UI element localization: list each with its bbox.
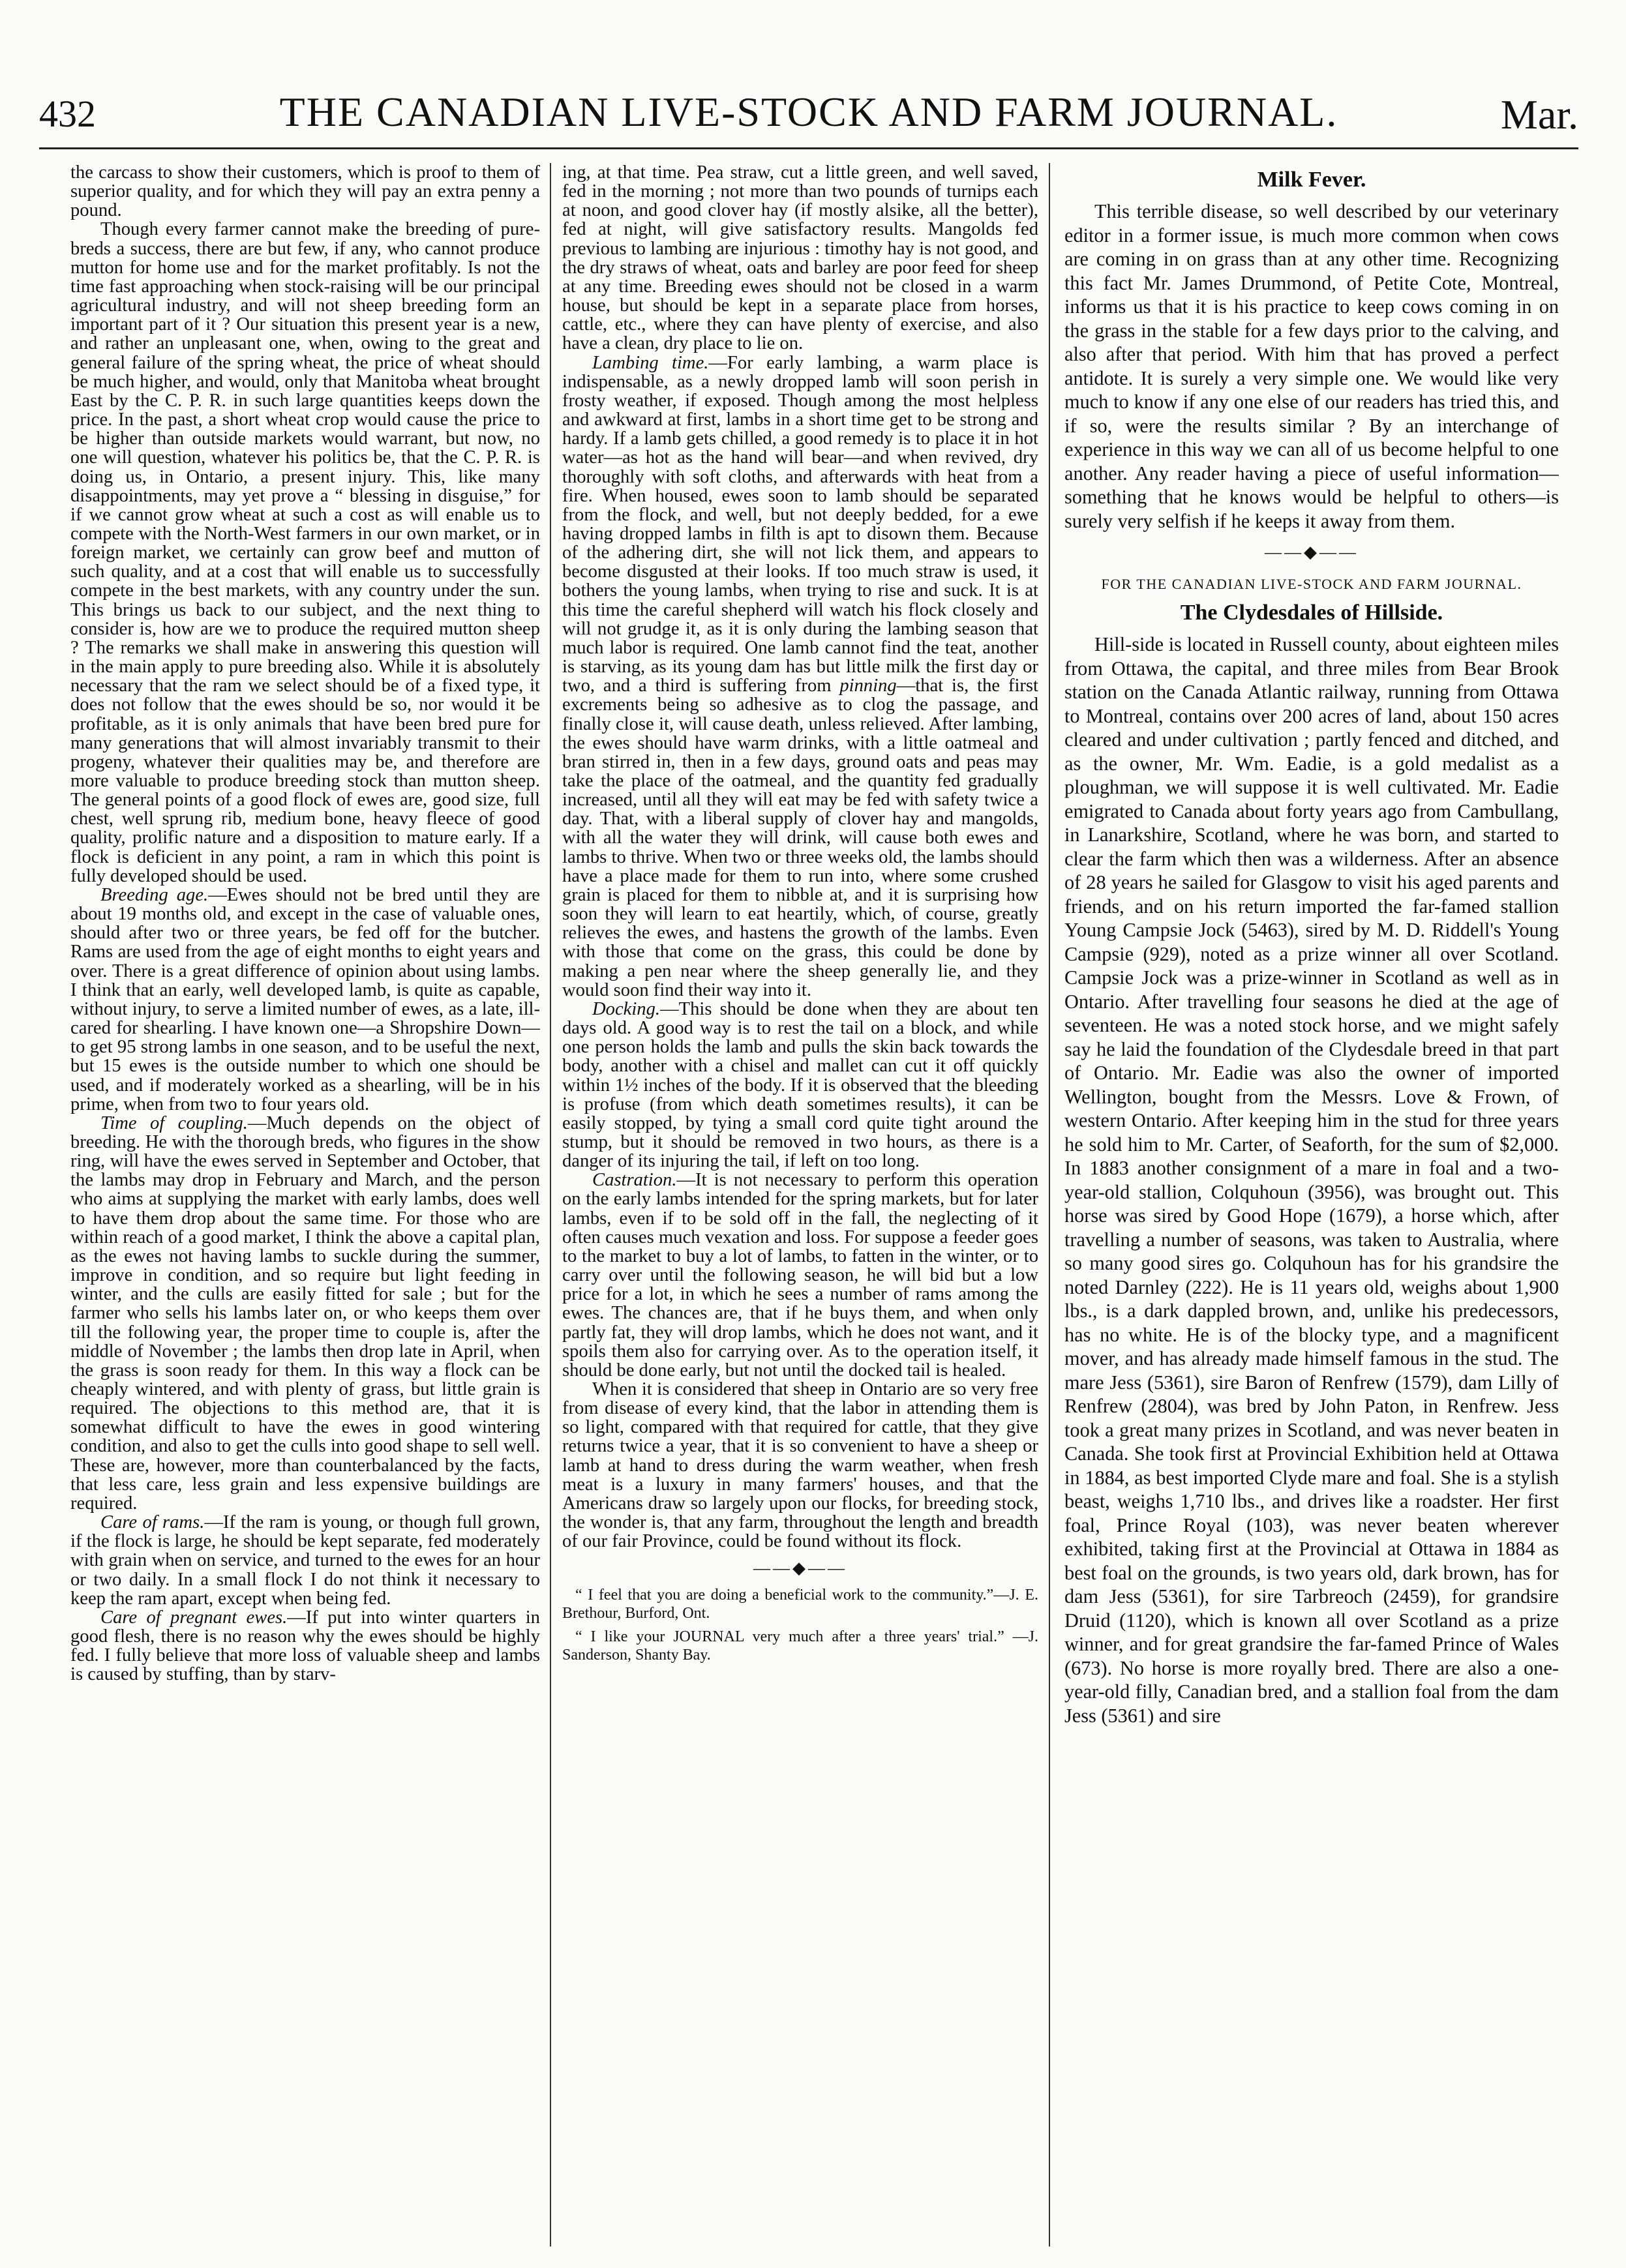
paragraph: ing, at that time. Pea straw, cut a little green, and well saved, fed in the morning ; not more than two pounds of turnips each at noon, and good clover hay (if mostly alsike, all the better), fed at night, will give satisfactory results. Mangolds fed previous to lambing are injurious : timothy hay is not good, and the dry straws of wheat, oats and barley are poor feed for sheep at any time. Breeding ewes should not be closed in a warm house, but should be kept in a separate place from horses, cattle, etc., where they can have plenty of exercise, and also have a clean, dry place to lie on. — [562, 163, 1038, 354]
reader-quotes — [562, 1586, 1038, 1664]
term-pinning: pinning — [839, 676, 897, 696]
header-rule — [39, 147, 1578, 149]
subhead-breeding-age: Breeding age. — [100, 884, 209, 905]
column-divider — [550, 163, 551, 2246]
paragraph: When it is considered that sheep in Ontario are so very free from disease of every kind, that the labor in attending them is so light, compared with that required for cattle, that they give returns twice a year, that it is so convenient to have a sheep or lamb at hand to dress during the warm weather, when fresh meat is a luxury in many farmers' houses, and that the Americans draw so largely upon our flocks, for breeding stock, the wonder is, that any farm, throughout the length and breadth of our fair Province, could be found without its flock. — [562, 1379, 1038, 1552]
byline: FOR THE CANADIAN LIVE-STOCK AND FARM JOURNAL. — [1101, 575, 1522, 592]
paragraph — [70, 1608, 540, 1684]
article-title-clydesdales: The Clydesdales of Hillside. — [1180, 601, 1443, 625]
ornament-divider: ——◆—— — [753, 1559, 847, 1578]
subhead-castration: Castration. — [592, 1170, 677, 1191]
page-header — [39, 88, 1578, 140]
paragraph — [562, 353, 1038, 1000]
paragraph-text: —If the ram is young, or though full grown, if the flock is large, he should be kept separate, fed moderately with grain when on service, and turned to the ewes for an hour or two daily. In a small flock I do not think it necessary to keep the ram apart, except when being fed. — [70, 1512, 540, 1609]
paragraph — [70, 1114, 540, 1513]
paragraph — [70, 886, 540, 1114]
article-title-milk-fever: Milk Fever. — [1257, 168, 1366, 192]
subhead-care-of-rams: Care of rams. — [100, 1512, 205, 1533]
subhead-time-of-coupling: Time of coupling. — [100, 1112, 248, 1133]
paragraph-text: —If put into winter quarters in good flesh, there is no reason why the ewes should be highly fed. I fully believe that more loss of valuable sheep and lambs is caused by stuffing, than by starv- — [70, 1607, 540, 1685]
paragraph: Though every farmer cannot make the breeding of pure-breds a success, there are but few, if any, who cannot produce mutton for home use and for the market profitably. Is not the time fast approaching when stock-raising will be our principal agricultural industry, and will not sheep breeding form an important part of it ? Our situation this present year is a new, and rather an unpleasant one, when, owing to the great and general failure of the spring wheat, the price of wheat should be much higher, and would, only that Manitoba wheat brought East by the C. P. R. in such large quantities keeps down the price. In the past, a short wheat crop would cause the price to be higher than outside markets would warrant, but now, no one will question, whatever his politics be, that the C. P. R. is doing us, in Ontario, a present injury. This, like many disappointments, may yet prove a “ blessing in disguise,” for if we cannot grow wheat at such a cost as will enable us to compete with the North-West farmers in our own market, or in foreign market, we certainly can grow beef and mutton of such quality, and at a cost that will enable us to successfully compete in the best markets, with any country under the sun. This brings us back to our subject, and the next thing to consider is, how are we to produce the required mutton sheep ? The remarks we shall make in answering this question will in the main apply to pure breeding also. While it is absolutely necessary that the ram we select should be of a fixed type, it does not follow that the ewes should be so, nor would it be profitable, as it is only animals that have been bred pure for many generations that will almost invariably transmit to their progeny, whatever their qualities may be, and therefore are more valuable to produce breeding stock than mutton sheep. The general points of a good flock of ewes are, good size, full chest, well sprung rib, medium bone, heavy fleece of good quality, prolific nature and a disposition to mature early. If a flock is deficient in any point, a ram in which this point is fully developed should be used. — [70, 219, 540, 886]
reader-quote: “ I like your JOURNAL very much after a three years' trial.” —J. Sanderson, Shanty Bay. — [562, 1628, 1038, 1664]
paragraph — [562, 1000, 1038, 1171]
paragraph: Hill-side is located in Russell county, about eighteen miles from Ottawa, the capital, and three miles from Bear Brook station on the Canada Atlantic railway, running from Ottawa to Montreal, contains over 200 acres of land, about 150 acres cleared and under cultivation ; partly fenced and ditched, and as the owner, Mr. Wm. Eadie, is a gold medalist as a ploughman, we will suppose it is well cultivated. Mr. Eadie emigrated to Canada about forty years ago from Cambullang, in Lanarkshire, Scotland, where he was born, and started to clear the farm which then was a wilderness. After an absence of 28 years he sailed for Glasgow to visit his aged parents and friends, and on his return imported the far-famed stallion Young Campsie Jock (5463), sired by M. D. Riddell's Young Campsie (929), noted as a prize winner all over Scotland. Campsie Jock was a prize-winner in Scotland as well as in Ontario. After travelling four seasons he died at the age of seventeen. He was a noted stock horse, and we might safely say he laid the foundation of the Clydesdale breed in that part of Ontario. Mr. Eadie was also the owner of imported Wellington, bought from the Messrs. Love & Frown, of western Ontario. After keeping him in the stud for three years he sold him to Mr. Carter, of Seaforth, for the sum of $2,000. In 1883 another consignment of a mare in foal and a two-year-old stallion, Colquhoun (3956), was brought out. This horse was sired by Good Hope (1679), a horse which, after travelling a number of seasons, was taken to Australia, where so many good sires go. Colquhoun has for his grandsire the noted Darnley (222). He is 11 years old, weighs about 1,900 lbs., is a dark dappled brown, and, unlike his predecessors, has no white. He is of the blocky type, and a magnificent mover, and has already made himself famous in the stud. The mare Jess (5361), sire Baron of Renfrew (1579), dam Lilly of Renfrew (2804), was bred by John Paton, in Renfrew. Jess took a great many prizes in Scotland, and was never beaten in Canada. She took first at Provincial Exhibition held at Ottawa in 1884, as best imported Clyde mare and foal. She is a stylish beast, weighs 1,710 lbs., and drives like a roadster. Her first foal, Prince Royal (103), was never beaten wherever exhibited, taking first at the Provincial at Ottawa in 1884 as best foal on the grounds, is two years old, dark brown, has for dam Jess (5361), for sire Tarbreoch (2459), for grandsire Druid (1120), which is known all over Scotland as a prize winner, and for great grandsire the far-famed Prince of Wales (673). No horse is more royally bred. There are also a one-year-old filly, Canadian bred, and a stallion foal from the dam Jess (5361) and sire — [1064, 633, 1559, 1727]
subhead-docking: Docking. — [592, 998, 661, 1019]
paragraph — [70, 1513, 540, 1608]
paragraph-text: —For early lambing, a warm place is indispensable, as a newly dropped lamb will soon perish in frosty weather, if exposed. Though among the most helpless and awkward at first, lambs in a short time get to be strong and hardy. If a lamb gets chilled, a good remedy is to place it in hot water—as hot as the hand will bear—and when revived, dry thoroughly with soft cloths, and afterwards with heat from a fire. When housed, ewes soon to lamb should be separated from the flock, and well, but not deeply bedded, for a ewe having dropped lambs in filth is apt to disown them. Because of the adhering dirt, she will not lick them, and appears to become disgusted at their looks. If too much straw is used, it bothers the young lambs, when trying to rise and suck. It is at this time the careful shepherd will watch his flock closely and will not grudge it, as it is only during the lambing season that much labor is required. One lamb cannot find the teat, another is starving, as its young dam has but little milk the first day or two, and a third is suffering from — [562, 352, 1038, 696]
paragraph-text: —that is, the first excrements being so adhesive as to clog the passage, and finally close it, will cause death, unless relieved. After lambing, the ewes should have warm drinks, with a little oatmeal and bran stirred in, then in a few days, ground oats and peas may take the place of the oatmeal, and the quantity fed gradually increased, until all they will eat may be fed with safety twice a day. That, with a liberal supply of clover hay and mangolds, with all the water they will drink, will cause both ewes and lambs to thrive. When two or three weeks old, the lambs should have a place made for them to run into, where some crushed grain is placed for them to nibble at, and it is surprising how soon they will learn to eat heartily, which, of course, greatly relieves the ewes, and hastens the growth of the lambs. Even with those that come on the grass, this could be done by making a pen near where the sheep generally lie, and they would soon find their way into it. — [562, 676, 1038, 1000]
column-3 — [1064, 163, 1559, 2243]
ornament-divider: ——◆—— — [1265, 543, 1359, 561]
column-2 — [562, 163, 1038, 2243]
subhead-care-of-pregnant-ewes: Care of pregnant ewes. — [100, 1607, 288, 1628]
subhead-lambing-time: Lambing time. — [592, 352, 709, 373]
column-1 — [70, 163, 540, 2243]
page-number: 432 — [39, 93, 96, 135]
column-divider — [1049, 163, 1050, 2246]
reader-quote: “ I feel that you are doing a beneficial work to the community.”—J. E. Brethour, Burford, Ont. — [562, 1586, 1038, 1622]
paragraph: This terrible disease, so well described by our veterinary editor in a former issue, is much more common when cows are coming in on grass than at any other time. Recognizing this fact Mr. James Drummond, of Petite Cote, Montreal, informs us that it is his practice to keep cows coming in on the grass in the stable for a few days prior to the calving, and also after that period. With him that has proved a perfect antidote. It is surely a very simple one. We would like very much to know if any one else of our readers has tried this, and if so, were the results similar ? By an interchange of experience in this way we can all of us become helpful to one another. Any reader having a piece of useful information—something that he knows would be helpful to others—is surely very selfish if he keeps it away from them. — [1064, 200, 1559, 532]
paragraph-text: —This should be done when they are about ten days old. A good way is to rest the tail on a block, and while one person holds the lamb and pulls the skin back towards the body, another with a chisel and mallet can cut it off quickly within 1½ inches of the body. If it is observed that the bleeding is profuse (from which death sometimes results), it can be easily stopped, by tying a small cord quite tight around the stump, but it should be removed in two hours, as there is a danger of its injuring the tail, if left on too long. — [562, 998, 1038, 1172]
paragraph — [562, 1171, 1038, 1380]
paragraph-text: —Much depends on the object of breeding. He with the thorough breds, who figures in the show ring, will have the ewes served in September and October, that the lambs may drop in February and March, and the person who aims at supplying the market with early lambs, does well to have them drop about the same time. For those who are within reach of a good market, I think the above a capital plan, as the ewes not having lambs to suckle during the summer, improve in condition, and so require but light feeding in winter, and the culls are easily fitted for sale ; but for the farmer who sells his lambs later on, or who keeps them over till the following year, the proper time to couple is, after the middle of November ; the lambs then drop late in April, when the grass is soon ready for them. In this way a flock can be cheaply wintered, and with plenty of grass, but little grain is required. The objections to this method are, that it is somewhat difficult to have the ewes in good wintering condition, and also to get the culls into good shape to sell well. These are, however, more than counterbalanced by the facts, that less care, less grain and less expensive buildings are required. — [70, 1112, 540, 1514]
paragraph-text: —Ewes should not be bred until they are about 19 months old, and except in the case of valuable ones, should after two or three years, be fed off for the butcher. Rams are used from the age of eight months to eight years and over. There is a great difference of opinion about using lambs. I think that an early, well developed lamb, is quite as capable, without injury, to serve a limited number of ewes, as a late, ill-cared for shearling. I have known one—a Shropshire Down—to get 95 strong lambs in one season, and to be useful the next, but 15 ewes is the outside number to which one should be used, and if moderately worked as a shearling, will be in his prime, when from two to four years old. — [70, 884, 540, 1114]
paragraph-text: —It is not necessary to perform this operation on the early lambs intended for the spring markets, but for later lambs, even if to be sold off in the fall, the neglecting of it often causes much vexation and loss. For suppose a feeder goes to the market to buy a lot of lambs, to fatten in the winter, or to carry over until the following season, he will bid but a low price for a lot, in which he sees a number of rams among the ewes. The chances are, that if he buys them, and when only partly fat, they will drop lambs, which he does not want, and it spoils them also for carrying over. As to the operation itself, it should be done early, but not until the docked tail is healed. — [562, 1170, 1038, 1380]
issue-month: Mar. — [1500, 91, 1578, 138]
journal-title: THE CANADIAN LIVE-STOCK AND FARM JOURNAL. — [279, 89, 1338, 135]
paragraph: the carcass to show their customers, which is proof to them of superior quality, and for which they will pay an extra penny a pound. — [70, 163, 540, 221]
